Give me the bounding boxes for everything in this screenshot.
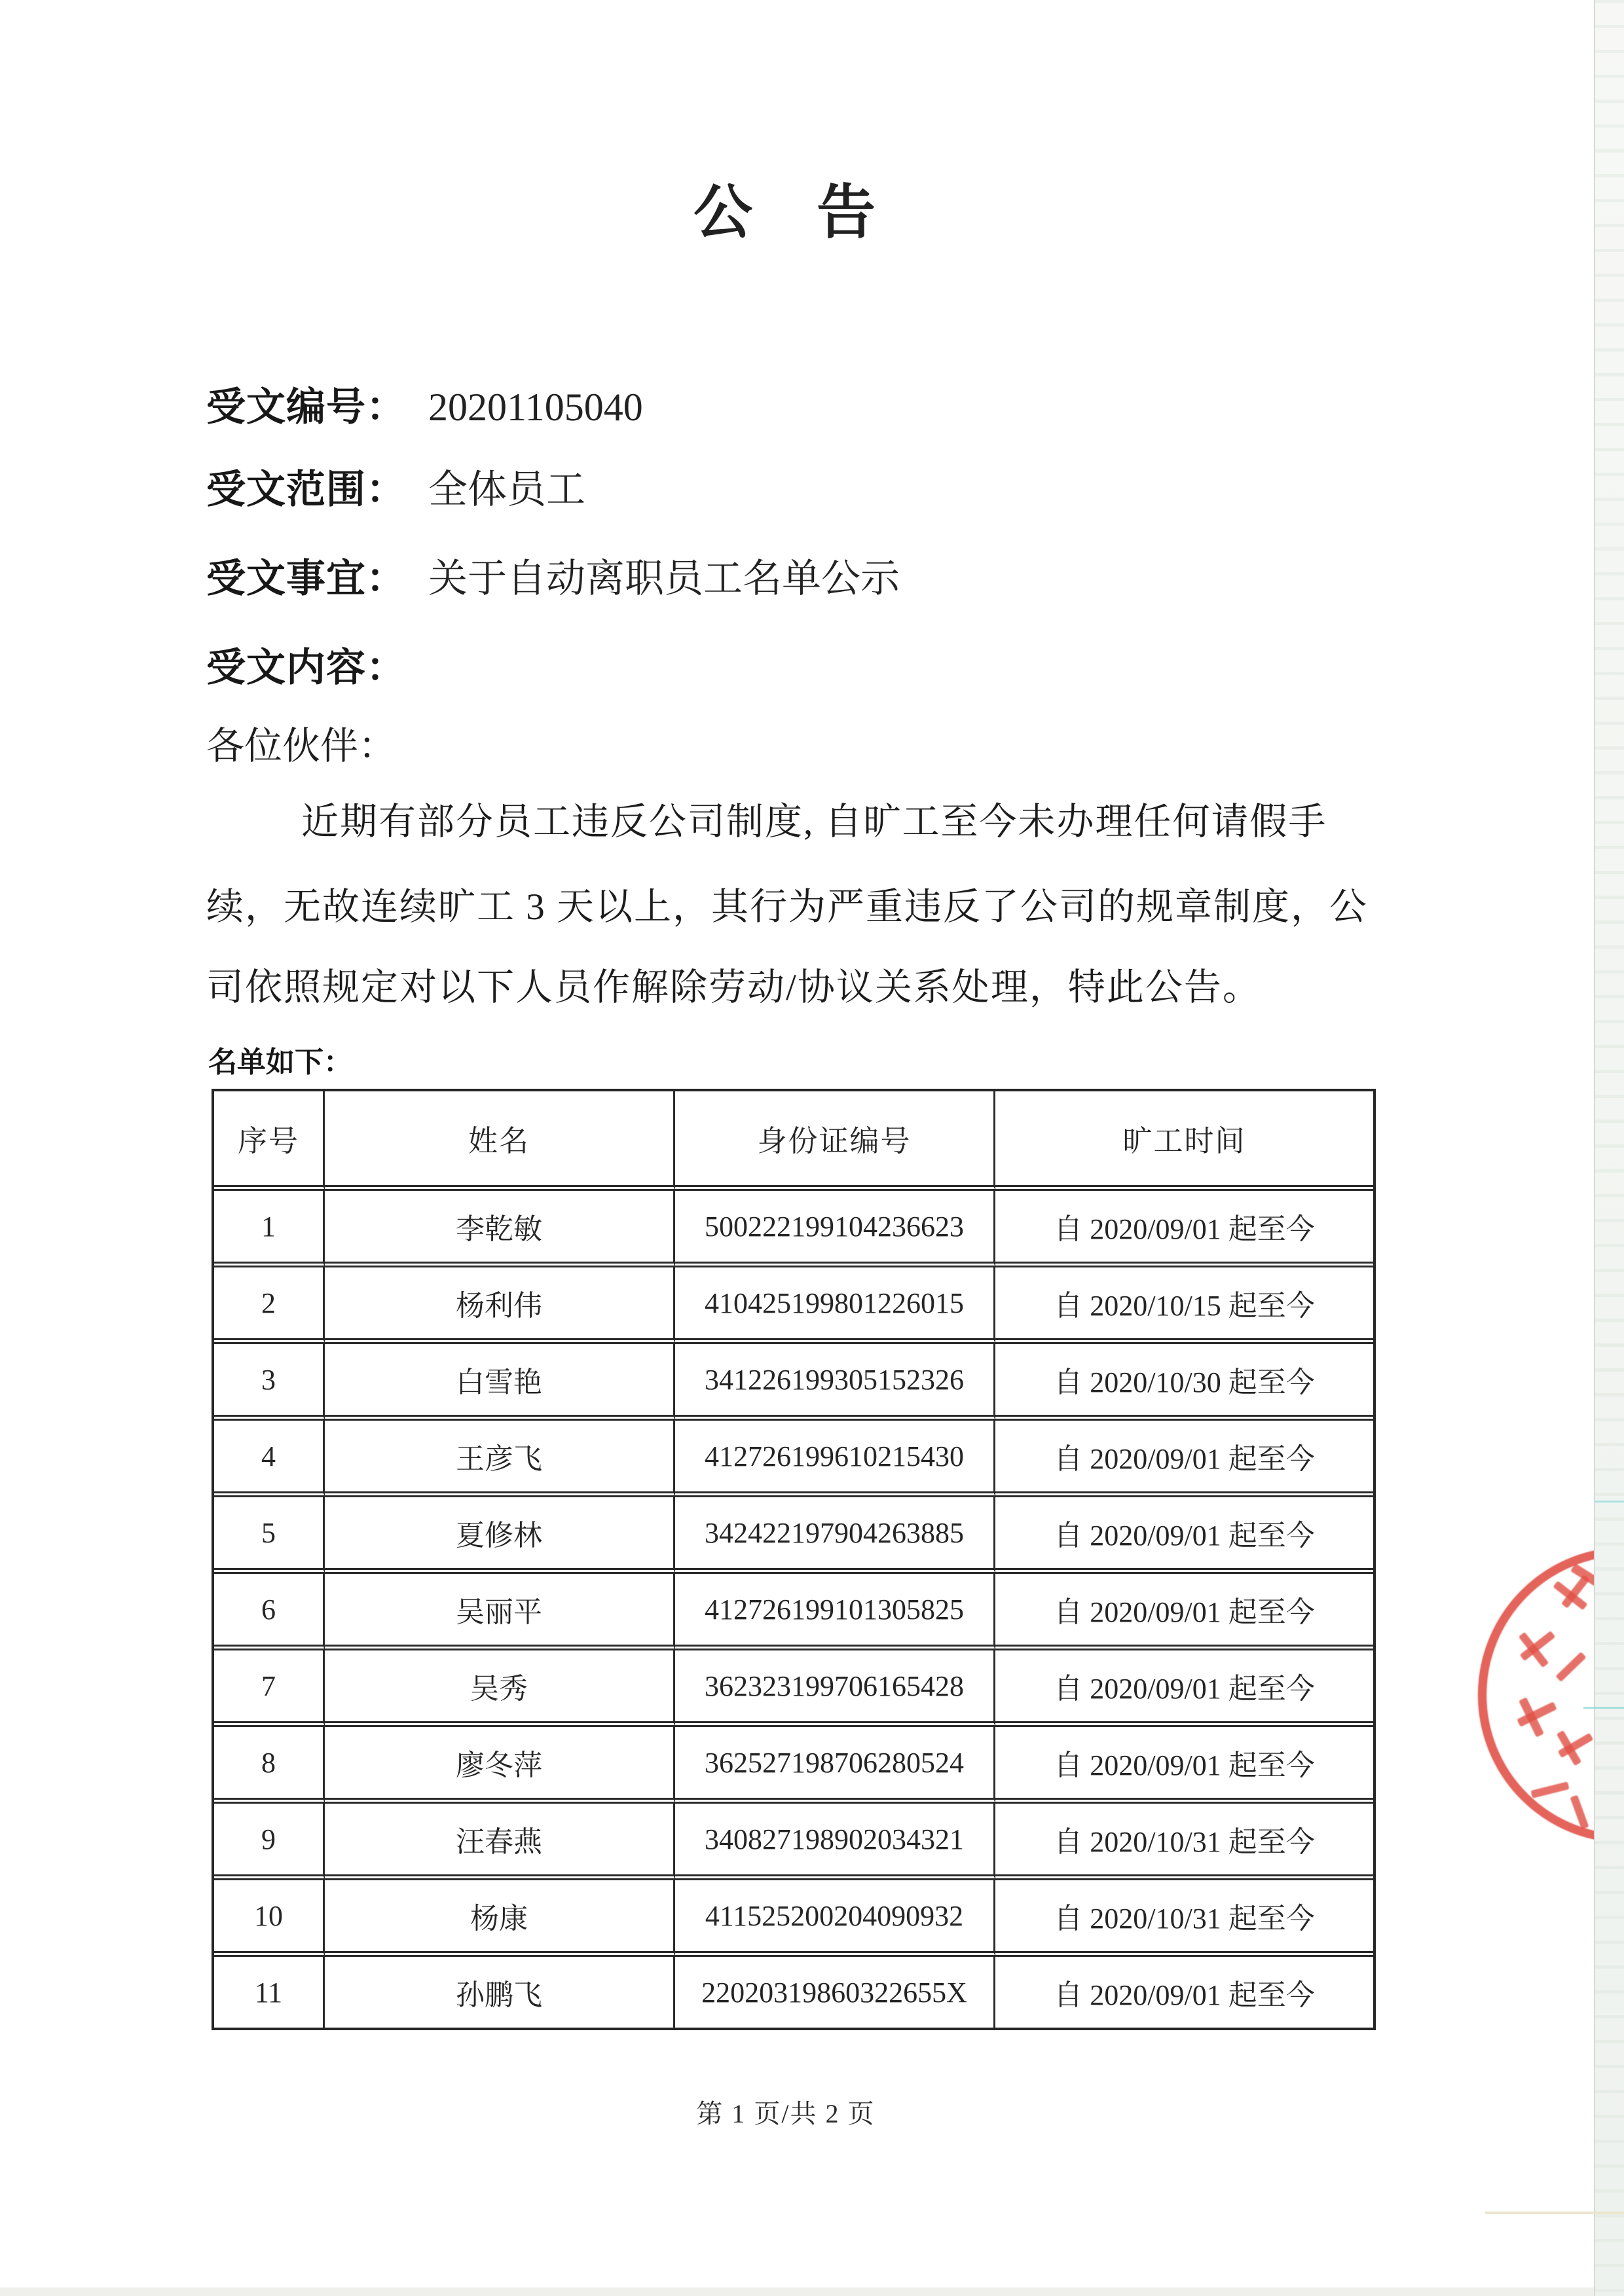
field-value: 全体员工	[428, 468, 585, 511]
table-row	[214, 1574, 1373, 1650]
absence-period-cell: 自 2020/10/30 起至今	[995, 1344, 1373, 1421]
absence-period-cell: 自 2020/10/31 起至今	[995, 1880, 1373, 1957]
table-row	[214, 1191, 1373, 1267]
id-number-cell: 362323199706165428	[675, 1650, 995, 1727]
scan-artifact-line	[1583, 1707, 1624, 1709]
absence-period-cell: 自 2020/09/01 起至今	[995, 1727, 1373, 1804]
name-cell: 白雪艳	[325, 1344, 675, 1421]
table-row	[214, 1421, 1373, 1497]
absence-period-cell: 自 2020/09/01 起至今	[995, 1497, 1373, 1574]
id-number-cell: 362527198706280524	[675, 1727, 995, 1804]
absence-period-cell: 自 2020/09/01 起至今	[995, 1421, 1373, 1497]
id-number-cell: 410425199801226015	[675, 1267, 995, 1344]
id-number-cell: 340827198902034321	[675, 1804, 995, 1880]
row-index-cell: 11	[214, 1957, 325, 2028]
field-label: 受文范围：	[206, 467, 406, 511]
field-row-doc-subject	[206, 555, 900, 602]
absence-period-cell: 自 2020/09/01 起至今	[995, 1574, 1373, 1650]
scan-bottom-edge	[0, 2287, 1624, 2296]
name-cell: 汪春燕	[325, 1804, 675, 1880]
row-index-cell: 5	[214, 1497, 325, 1574]
id-number-cell: 411525200204090932	[675, 1880, 995, 1957]
scan-artifact-line	[1485, 2212, 1624, 2214]
row-index-cell: 6	[214, 1574, 325, 1650]
header-cell-absence-period: 旷工时间	[995, 1091, 1373, 1191]
list-intro-label: 名单如下：	[208, 1046, 352, 1078]
field-row-doc-scope	[206, 466, 585, 513]
field-row-doc-number	[206, 384, 643, 431]
red-seal-stamp	[1454, 1525, 1595, 1892]
row-index-cell: 4	[214, 1421, 325, 1497]
absence-period-cell: 自 2020/09/01 起至今	[1054, 1979, 1315, 2011]
name-cell: 夏修林	[325, 1497, 675, 1574]
page-title: 公 告	[693, 181, 878, 246]
name-cell: 吴丽平	[325, 1574, 675, 1650]
table-row	[214, 1344, 1373, 1421]
table-row	[214, 1804, 1373, 1880]
field-label: 受文编号：	[206, 385, 406, 429]
name-cell: 吴秀	[325, 1650, 675, 1727]
scanned-page-edge-strip	[1594, 0, 1624, 2296]
row-index-cell: 10	[214, 1880, 325, 1957]
id-number-cell: 342422197904263885	[675, 1497, 995, 1574]
absence-period-cell: 自 2020/10/15 起至今	[995, 1267, 1373, 1344]
table-row	[214, 1880, 1373, 1957]
page-number: 第 1 页/共 2 页	[696, 2099, 876, 2128]
table-row	[214, 1497, 1373, 1574]
body-paragraph-line: 司依照规定对以下人员作解除劳动/协议关系处理，特此公告。	[206, 967, 1261, 1008]
field-value: 20201105040	[428, 386, 643, 429]
field-label: 受文事宜：	[206, 556, 406, 600]
scan-artifact-line	[1595, 1501, 1624, 1503]
name-cell: 杨康	[325, 1880, 675, 1957]
row-index-cell: 1	[214, 1191, 325, 1267]
id-number-cell: 500222199104236623	[675, 1191, 995, 1267]
header-cell-name: 姓名	[325, 1091, 675, 1191]
id-number-cell: 22020319860322655X	[675, 1957, 995, 2028]
table-body	[214, 1191, 1373, 2028]
row-index-cell: 8	[214, 1727, 325, 1804]
table-row	[214, 1267, 1373, 1344]
field-label: 受文内容：	[206, 646, 406, 689]
header-cell-index: 序号	[214, 1091, 325, 1191]
id-number-cell: 412726199610215430	[675, 1421, 995, 1497]
table-header-row	[214, 1091, 1373, 1191]
name-cell: 李乾敏	[325, 1191, 675, 1267]
row-index-cell: 7	[214, 1650, 325, 1727]
field-value: 关于自动离职员工名单公示	[428, 557, 900, 600]
field-row-doc-content	[206, 644, 428, 691]
name-cell: 王彦飞	[325, 1421, 675, 1497]
row-index-cell: 9	[214, 1804, 325, 1880]
table-row	[214, 1727, 1373, 1804]
body-paragraph-line: 续，无故连续旷工 3 天以上，其行为严重违反了公司的规章制度，公	[206, 886, 1368, 928]
row-index-cell: 2	[214, 1267, 325, 1344]
absence-period-cell: 自 2020/10/31 起至今	[995, 1804, 1373, 1880]
header-cell-id-number: 身份证编号	[675, 1091, 995, 1191]
name-cell: 廖冬萍	[325, 1727, 675, 1804]
salutation: 各位伙伴：	[206, 725, 397, 767]
table-row	[214, 1957, 1373, 2028]
name-cell: 孙鹏飞	[325, 1957, 675, 2028]
absence-period-cell: 自 2020/09/01 起至今	[995, 1191, 1373, 1267]
id-number-cell: 341226199305152326	[675, 1344, 995, 1421]
body-paragraph-line: 近期有部分员工违反公司制度, 自旷工至今未办理任何请假手	[301, 801, 1327, 843]
absence-period-cell: 自 2020/09/01 起至今	[995, 1650, 1373, 1727]
absentee-roster-table	[212, 1089, 1376, 2030]
id-number-cell: 412726199101305825	[675, 1574, 995, 1650]
table-row	[214, 1650, 1373, 1727]
name-cell: 杨利伟	[325, 1267, 675, 1344]
row-index-cell: 3	[214, 1344, 325, 1421]
